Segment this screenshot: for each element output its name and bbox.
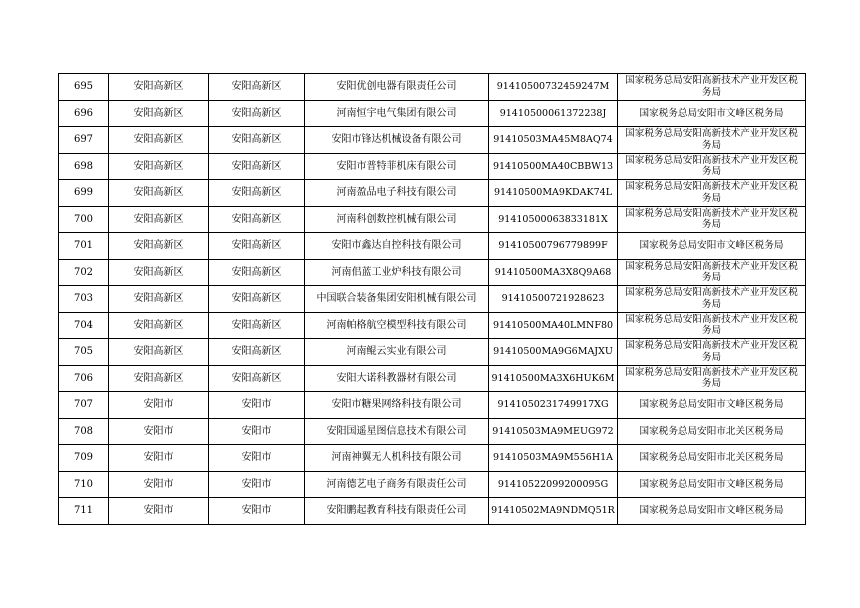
district-cell: 安阳市 — [209, 445, 305, 472]
tax-office-cell: 国家税务总局安阳市文峰区税务局 — [618, 392, 806, 419]
region-cell: 安阳高新区 — [109, 286, 209, 313]
table-row — [59, 127, 806, 154]
row-number-cell: 701 — [59, 233, 109, 260]
company-name-cell: 河南德艺电子商务有限责任公司 — [305, 471, 489, 498]
company-name-cell: 安阳市糖果网络科技有限公司 — [305, 392, 489, 419]
tax-office-cell: 国家税务总局安阳高新技术产业开发区税务局 — [618, 259, 806, 286]
district-cell: 安阳市 — [209, 392, 305, 419]
company-name-cell: 河南佀蓝工业炉科技有限公司 — [305, 259, 489, 286]
row-number-cell: 696 — [59, 100, 109, 127]
tax-office-cell: 国家税务总局安阳市北关区税务局 — [618, 445, 806, 472]
region-cell: 安阳高新区 — [109, 233, 209, 260]
tax-office-cell: 国家税务总局安阳高新技术产业开发区税务局 — [618, 286, 806, 313]
row-number-cell: 704 — [59, 312, 109, 339]
district-cell: 安阳高新区 — [209, 286, 305, 313]
row-number-cell: 702 — [59, 259, 109, 286]
table-row — [59, 74, 806, 101]
credit-code-cell: 91410500MA40CBBW13 — [489, 153, 618, 180]
company-name-cell: 安阳市普特菲机床有限公司 — [305, 153, 489, 180]
district-cell: 安阳高新区 — [209, 74, 305, 101]
row-number-cell: 698 — [59, 153, 109, 180]
district-cell: 安阳市 — [209, 418, 305, 445]
credit-code-cell: 91410500796779899F — [489, 233, 618, 260]
tax-office-cell: 国家税务总局安阳高新技术产业开发区税务局 — [618, 127, 806, 154]
row-number-cell: 708 — [59, 418, 109, 445]
credit-code-cell: 91410500MA9KDAK74L — [489, 180, 618, 207]
table-row — [59, 259, 806, 286]
tax-office-cell: 国家税务总局安阳市北关区税务局 — [618, 418, 806, 445]
tax-office-cell: 国家税务总局安阳高新技术产业开发区税务局 — [618, 339, 806, 366]
company-name-cell: 安阳大诺科教器材有限公司 — [305, 365, 489, 392]
tax-office-cell: 国家税务总局安阳高新技术产业开发区税务局 — [618, 365, 806, 392]
company-name-cell: 河南鲲云实业有限公司 — [305, 339, 489, 366]
district-cell: 安阳高新区 — [209, 206, 305, 233]
table-row — [59, 286, 806, 313]
tax-office-cell: 国家税务总局安阳市文峰区税务局 — [618, 100, 806, 127]
table-row — [59, 233, 806, 260]
tax-office-cell: 国家税务总局安阳高新技术产业开发区税务局 — [618, 180, 806, 207]
table-row — [59, 206, 806, 233]
credit-code-cell: 91410503MA9M556H1A — [489, 445, 618, 472]
credit-code-cell: 91410503MA9MEUG972 — [489, 418, 618, 445]
row-number-cell: 697 — [59, 127, 109, 154]
table-row — [59, 498, 806, 525]
tax-office-cell: 国家税务总局安阳市文峰区税务局 — [618, 471, 806, 498]
region-cell: 安阳市 — [109, 445, 209, 472]
region-cell: 安阳高新区 — [109, 74, 209, 101]
credit-code-cell: 91410522099200095G — [489, 471, 618, 498]
company-name-cell: 中国联合装备集团安阳机械有限公司 — [305, 286, 489, 313]
company-name-cell: 安阳鹏起教育科技有限责任公司 — [305, 498, 489, 525]
region-cell: 安阳高新区 — [109, 365, 209, 392]
company-name-cell: 安阳国遥星图信息技术有限公司 — [305, 418, 489, 445]
row-number-cell: 700 — [59, 206, 109, 233]
district-cell: 安阳高新区 — [209, 365, 305, 392]
district-cell: 安阳高新区 — [209, 339, 305, 366]
credit-code-cell: 91410500MA9G6MAJXU — [489, 339, 618, 366]
table-row — [59, 445, 806, 472]
credit-code-cell: 91410500732459247M — [489, 74, 618, 101]
credit-code-cell: 9141050231749917XG — [489, 392, 618, 419]
region-cell: 安阳市 — [109, 392, 209, 419]
company-name-cell: 安阳市锋达机械设备有限公司 — [305, 127, 489, 154]
region-cell: 安阳高新区 — [109, 259, 209, 286]
tax-office-cell: 国家税务总局安阳高新技术产业开发区税务局 — [618, 74, 806, 101]
credit-code-cell: 91410500MA3X6HUK6M — [489, 365, 618, 392]
tax-office-cell: 国家税务总局安阳市文峰区税务局 — [618, 498, 806, 525]
tax-office-cell: 国家税务总局安阳高新技术产业开发区税务局 — [618, 206, 806, 233]
company-name-cell: 河南科创数控机械有限公司 — [305, 206, 489, 233]
district-cell: 安阳高新区 — [209, 259, 305, 286]
region-cell: 安阳高新区 — [109, 339, 209, 366]
district-cell: 安阳高新区 — [209, 153, 305, 180]
tax-office-cell: 国家税务总局安阳市文峰区税务局 — [618, 233, 806, 260]
table-row — [59, 312, 806, 339]
table-row — [59, 100, 806, 127]
enterprise-list-table — [58, 73, 806, 525]
region-cell: 安阳高新区 — [109, 153, 209, 180]
district-cell: 安阳高新区 — [209, 127, 305, 154]
region-cell: 安阳高新区 — [109, 100, 209, 127]
company-name-cell: 河南神翼无人机科技有限公司 — [305, 445, 489, 472]
row-number-cell: 699 — [59, 180, 109, 207]
tax-office-cell: 国家税务总局安阳高新技术产业开发区税务局 — [618, 312, 806, 339]
credit-code-cell: 91410500063833181X — [489, 206, 618, 233]
region-cell: 安阳高新区 — [109, 206, 209, 233]
credit-code-cell: 91410500MA3X8Q9A68 — [489, 259, 618, 286]
table-row — [59, 365, 806, 392]
district-cell: 安阳高新区 — [209, 233, 305, 260]
table-row — [59, 471, 806, 498]
row-number-cell: 710 — [59, 471, 109, 498]
region-cell: 安阳高新区 — [109, 180, 209, 207]
district-cell: 安阳高新区 — [209, 312, 305, 339]
region-cell: 安阳高新区 — [109, 312, 209, 339]
company-name-cell: 河南盈品电子科技有限公司 — [305, 180, 489, 207]
row-number-cell: 709 — [59, 445, 109, 472]
company-name-cell: 河南帕格航空模型科技有限公司 — [305, 312, 489, 339]
district-cell: 安阳市 — [209, 471, 305, 498]
table-row — [59, 418, 806, 445]
district-cell: 安阳高新区 — [209, 180, 305, 207]
row-number-cell: 703 — [59, 286, 109, 313]
region-cell: 安阳高新区 — [109, 127, 209, 154]
credit-code-cell: 91410502MA9NDMQ51R — [489, 498, 618, 525]
region-cell: 安阳市 — [109, 418, 209, 445]
row-number-cell: 705 — [59, 339, 109, 366]
table-row — [59, 180, 806, 207]
region-cell: 安阳市 — [109, 471, 209, 498]
row-number-cell: 706 — [59, 365, 109, 392]
company-name-cell: 安阳优创电器有限责任公司 — [305, 74, 489, 101]
credit-code-cell: 91410500721928623 — [489, 286, 618, 313]
table-row — [59, 153, 806, 180]
district-cell: 安阳市 — [209, 498, 305, 525]
table-row — [59, 339, 806, 366]
credit-code-cell: 91410500MA40LMNF80 — [489, 312, 618, 339]
table-body — [59, 74, 806, 525]
row-number-cell: 707 — [59, 392, 109, 419]
credit-code-cell: 91410500061372238J — [489, 100, 618, 127]
credit-code-cell: 91410503MA45M8AQ74 — [489, 127, 618, 154]
region-cell: 安阳市 — [109, 498, 209, 525]
table-row — [59, 392, 806, 419]
row-number-cell: 711 — [59, 498, 109, 525]
company-name-cell: 安阳市鑫达自控科技有限公司 — [305, 233, 489, 260]
row-number-cell: 695 — [59, 74, 109, 101]
tax-office-cell: 国家税务总局安阳高新技术产业开发区税务局 — [618, 153, 806, 180]
company-name-cell: 河南恒宇电气集团有限公司 — [305, 100, 489, 127]
district-cell: 安阳高新区 — [209, 100, 305, 127]
